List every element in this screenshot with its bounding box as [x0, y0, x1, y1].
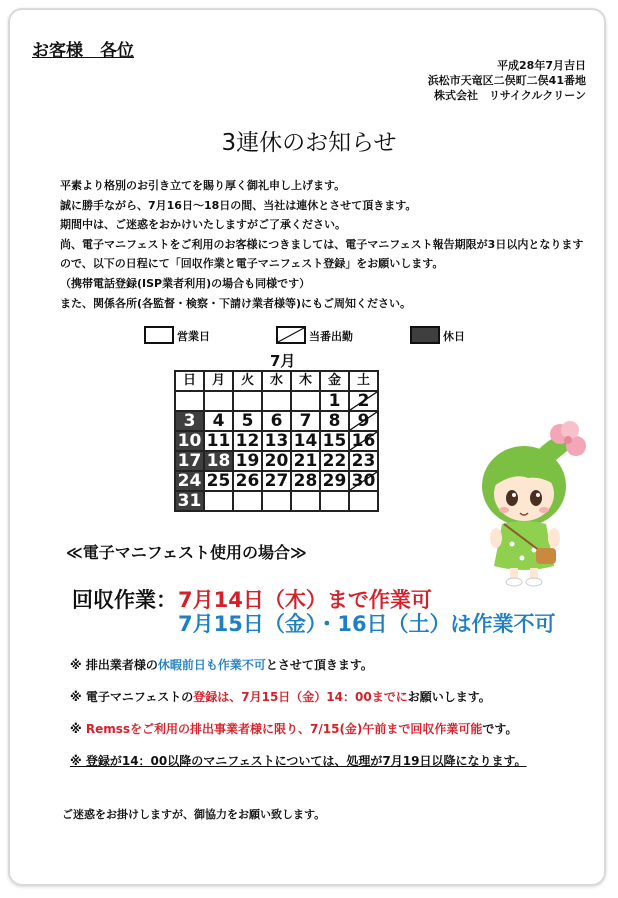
- legend-duty-label: 当番出勤: [309, 330, 353, 343]
- calendar-weekday: 金: [320, 371, 349, 391]
- note-text: ※ 電子マニフェストの: [70, 690, 194, 704]
- body-line: 誠に勝手ながら、7月16日～18日の間、当社は連休とさせて頂きます。: [60, 198, 417, 212]
- recovery-allowed: 7月14日（木）まで作業可: [178, 588, 432, 612]
- note-4: ※ 登録が14：00以降のマニフェストについては、処理が7月19日以降になります。: [70, 754, 527, 768]
- body-paragraph: [60, 176, 600, 313]
- calendar-day: [262, 391, 291, 411]
- calendar-weekday: 月: [204, 371, 233, 391]
- issue-date: 平成28年7月吉日: [497, 59, 586, 72]
- calendar-day: [262, 491, 291, 511]
- calendar-day: [349, 391, 378, 411]
- legend-duty-box: [276, 326, 306, 344]
- calendar-day: 12: [233, 431, 262, 451]
- calendar-day: 8: [320, 411, 349, 431]
- calendar-day-number: 9: [357, 411, 370, 431]
- calendar-weekday: 日: [175, 371, 204, 391]
- calendar-day: [291, 491, 320, 511]
- note-highlight: Remssをご利用の排出事業者様に限り、7/15(金)午前まで回収作業可能: [85, 722, 483, 736]
- note-highlight: 登録は、7月15日（金）14：00までに: [193, 690, 408, 704]
- recovery-not-allowed: 7月15日（金）・16日（土）は作業不可: [178, 612, 556, 636]
- calendar-day: 29: [320, 471, 349, 491]
- calendar-day: 13: [262, 431, 291, 451]
- calendar-day: 1: [320, 391, 349, 411]
- calendar-day-number: 30: [351, 471, 376, 491]
- note-2: [70, 688, 491, 705]
- calendar-day: 15: [320, 431, 349, 451]
- legend-closed-box: [410, 326, 440, 344]
- note-1: [70, 656, 373, 673]
- note-text: です。: [482, 722, 518, 736]
- calendar-day: 31: [175, 491, 204, 511]
- legend-duty-slash: [278, 328, 304, 342]
- calendar-day: 23: [349, 451, 378, 471]
- calendar-day: 6: [262, 411, 291, 431]
- calendar-day: 25: [204, 471, 233, 491]
- calendar-day: 10: [175, 431, 204, 451]
- calendar-day: 21: [291, 451, 320, 471]
- legend-open-label: 営業日: [177, 330, 210, 343]
- sender-block: [428, 58, 586, 103]
- note-highlight: 休暇前日も作業不可: [157, 658, 266, 672]
- recovery-label: 回収作業：: [72, 588, 177, 612]
- calendar-day: 4: [204, 411, 233, 431]
- note-text: ※: [70, 722, 86, 736]
- company-name: 株式会社 リサイクルクリーン: [433, 89, 586, 102]
- body-line: 期間中は、ご迷惑をおかけいたしますがご了承ください。: [60, 218, 346, 232]
- calendar: [174, 370, 379, 512]
- calendar-day: 14: [291, 431, 320, 451]
- body-line: 尚、電子マニフェストをご利用のお客様につきましては、電子マニフェスト報告期限が3日以内となります: [60, 237, 584, 251]
- calendar-weekday: 木: [291, 371, 320, 391]
- note-text: ※ 排出業者様の: [70, 658, 158, 672]
- calendar-day: 11: [204, 431, 233, 451]
- note-text: とさせて頂きます。: [265, 658, 373, 672]
- calendar-day: 18: [204, 451, 233, 471]
- addressee: お客様 各位: [32, 41, 134, 61]
- mascot-character: [468, 420, 598, 590]
- calendar-day: 7: [291, 411, 320, 431]
- calendar-day: 22: [320, 451, 349, 471]
- calendar-day: [349, 491, 378, 511]
- calendar-day: 17: [175, 451, 204, 471]
- calendar-day: [233, 491, 262, 511]
- page-title: 3連休のお知らせ: [221, 130, 397, 156]
- calendar-day: 19: [233, 451, 262, 471]
- calendar-day: 27: [262, 471, 291, 491]
- calendar-day: [175, 391, 204, 411]
- calendar-month: 7月: [270, 352, 296, 370]
- calendar-day: [349, 431, 378, 451]
- calendar-day: [291, 391, 320, 411]
- company-address: 浜松市天竜区二俣町二俣41番地: [427, 74, 586, 87]
- calendar-day: [233, 391, 262, 411]
- calendar-weekday: 水: [262, 371, 291, 391]
- calendar-day: 26: [233, 471, 262, 491]
- legend-open-box: [144, 326, 174, 344]
- calendar-day: [204, 491, 233, 511]
- calendar-day: 24: [175, 471, 204, 491]
- body-line: 平素より格別のお引き立てを賜り厚く御礼申し上げます。: [60, 179, 346, 192]
- calendar-day: [204, 391, 233, 411]
- note-text: お願いします。: [407, 690, 491, 704]
- calendar-day: 28: [291, 471, 320, 491]
- calendar-day: 20: [262, 451, 291, 471]
- body-line: （携帯電話登録(ISP業者利用)の場合も同様です）: [60, 276, 311, 290]
- body-line: ので、以下の日程にて「回収作業と電子マニフェスト登録」をお願いします。: [60, 257, 444, 271]
- manifest-heading: ≪電子マニフェスト使用の場合≫: [66, 543, 307, 562]
- calendar-day: [349, 411, 378, 431]
- body-line: また、関係各所(各監督・検察・下請け業者様等)にもご周知ください。: [60, 296, 412, 310]
- calendar-day: [349, 471, 378, 491]
- calendar-day: 5: [233, 411, 262, 431]
- legend-closed-label: 休日: [443, 330, 465, 343]
- calendar-day: [320, 491, 349, 511]
- note-3: [70, 720, 517, 737]
- calendar-day-number: 16: [351, 431, 376, 451]
- closing-text: ご迷惑をお掛けしますが、御協力をお願い致します。: [62, 808, 326, 821]
- calendar-day-number: 2: [357, 391, 370, 411]
- calendar-weekday: 火: [233, 371, 262, 391]
- calendar-day: 3: [175, 411, 204, 431]
- calendar-weekday: 土: [349, 371, 378, 391]
